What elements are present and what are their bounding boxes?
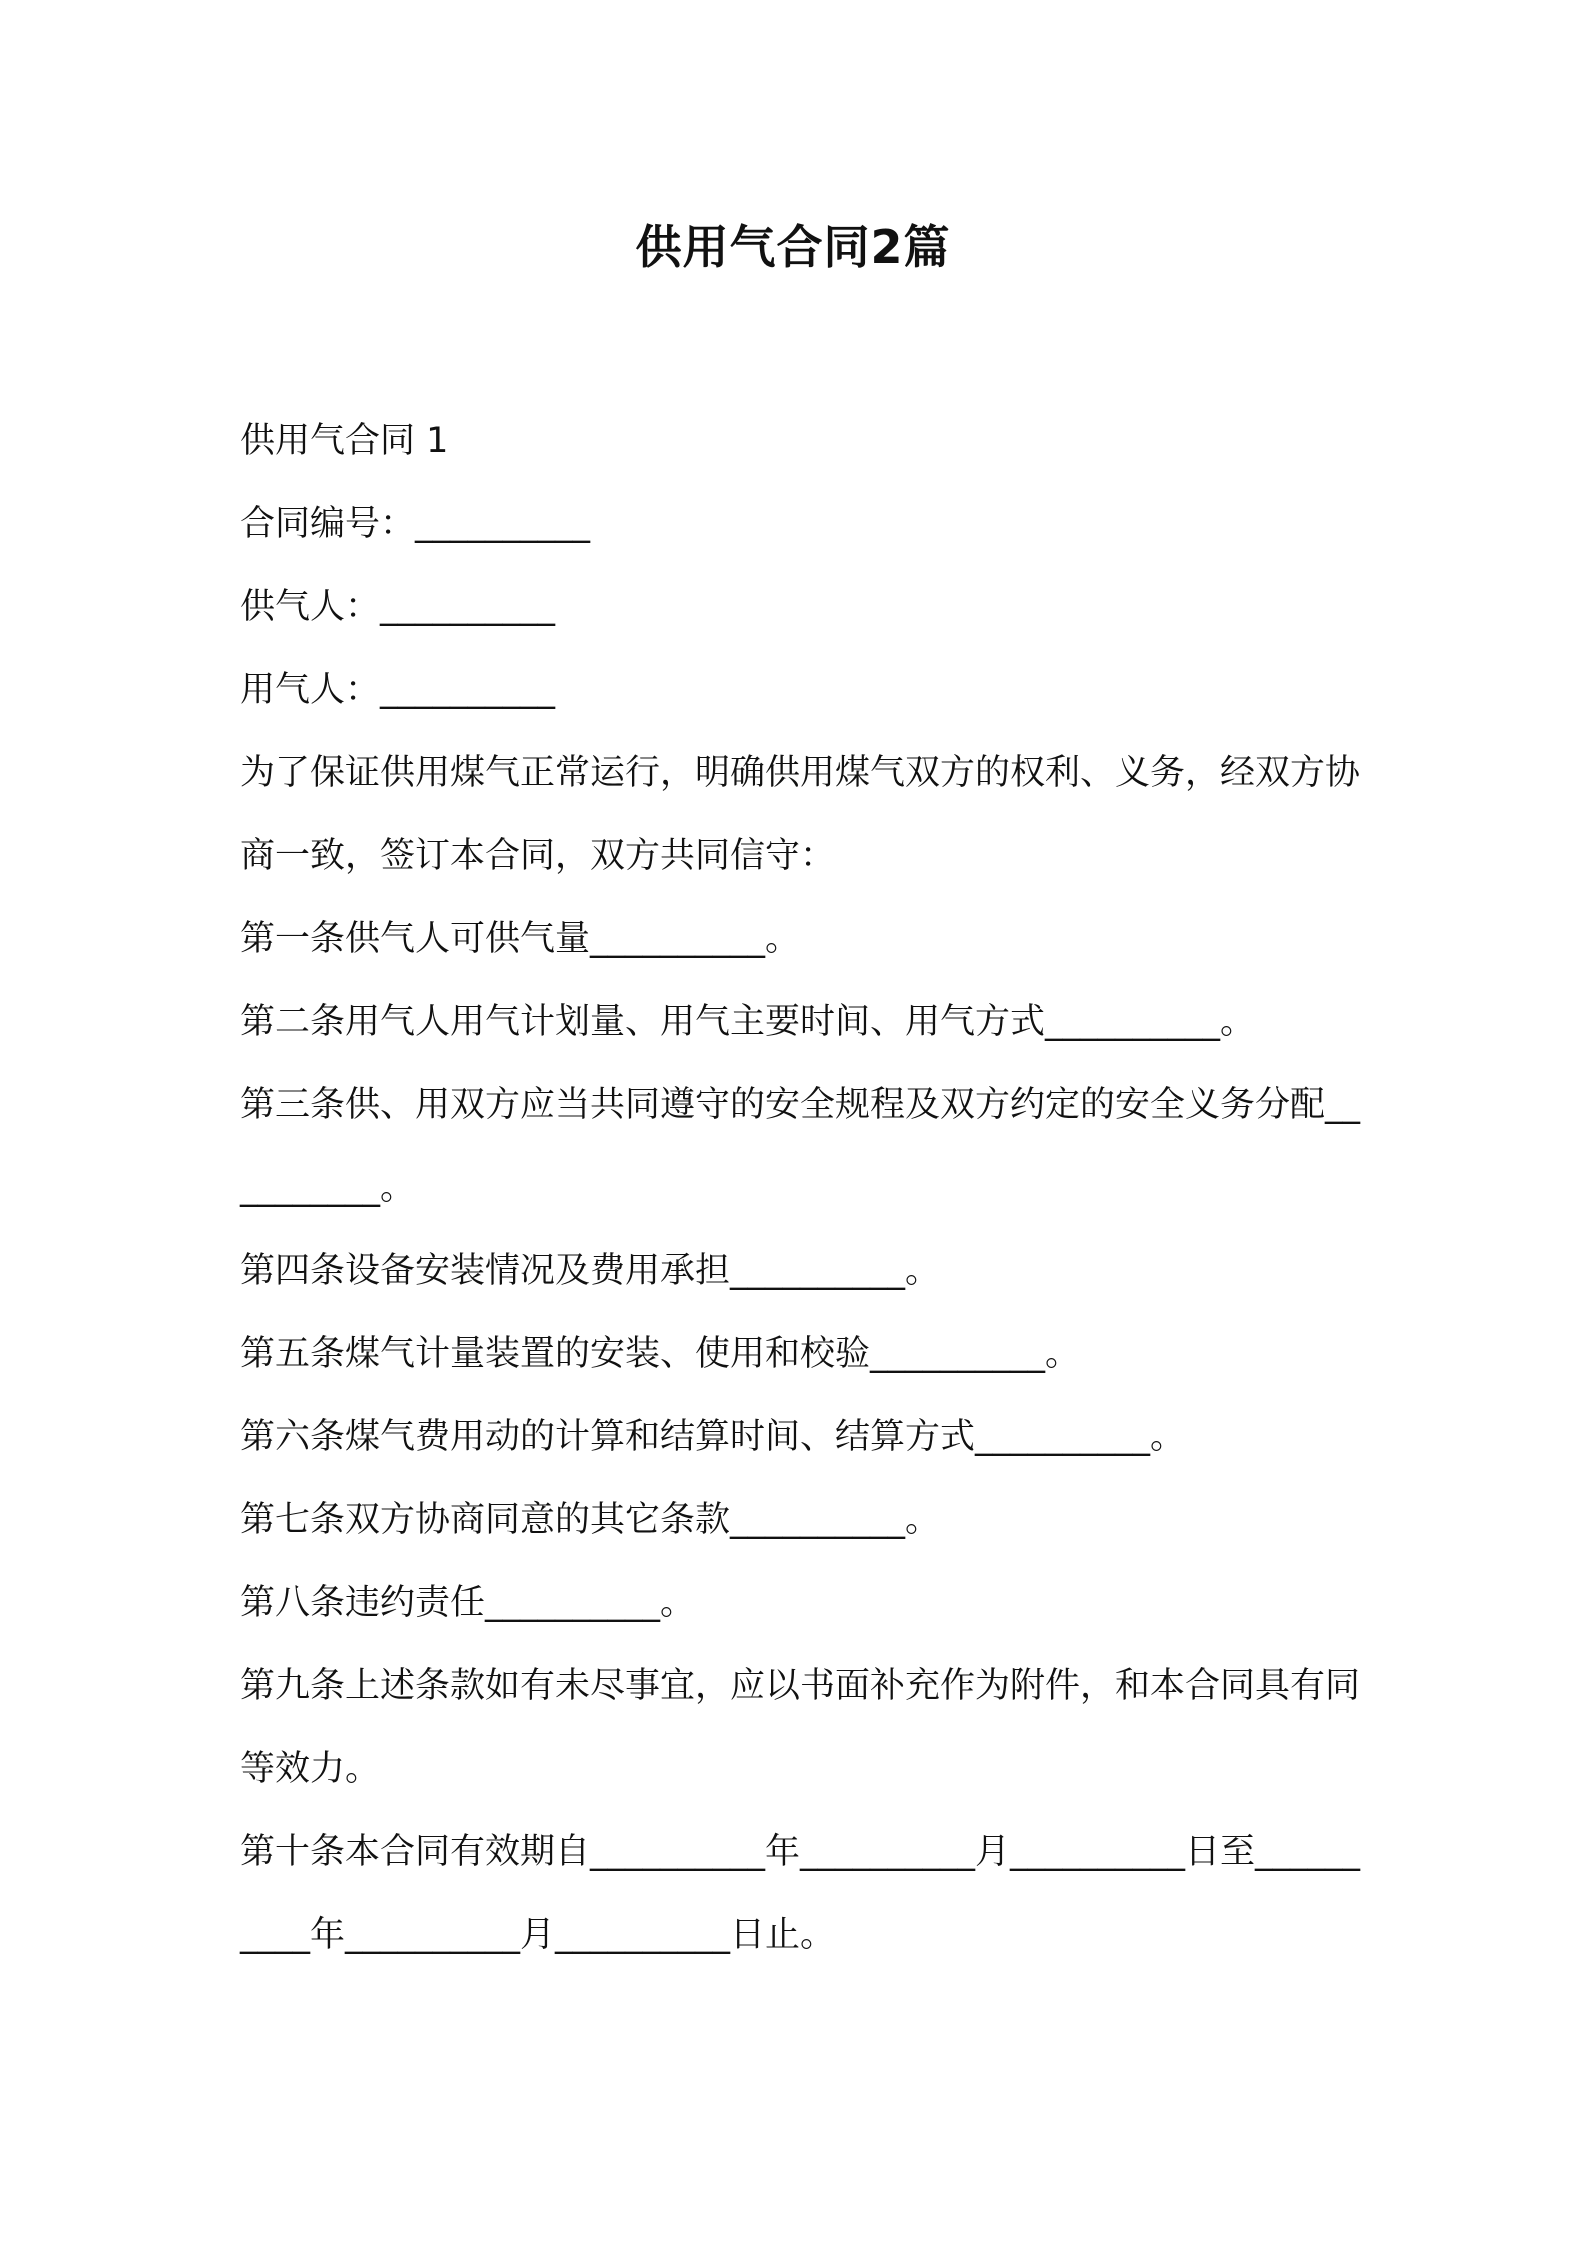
article-8: 第八条违约责任__________。 [240,1583,696,1623]
article-4: 第四条设备安装情况及费用承担__________。 [240,1251,941,1291]
preamble-paragraph: 为了保证供用煤气正常运行，明确供用煤气双方的权利、义务，经双方协商一致，签订本合同，双方共同信守： [240,753,1361,876]
article-5: 第五条煤气计量装置的安装、使用和校验__________。 [240,1334,1081,1374]
gas-supplier-line: 供气人：__________ [240,587,556,627]
contract-heading: 供用气合同 1 [240,421,449,461]
contract-number-line: 合同编号：__________ [240,504,591,544]
article-6: 第六条煤气费用动的计算和结算时间、结算方式__________。 [240,1417,1186,1457]
article-9: 第九条上述条款如有未尽事宜，应以书面补充作为附件，和本合同具有同等效力。 [240,1666,1361,1789]
article-10: 第十条本合同有效期自__________年__________月__________日至__________年__________月__________日止。 [240,1832,1361,1955]
article-3: 第三条供、用双方应当共同遵守的安全规程及双方约定的安全义务分配__________。 [240,1085,1361,1208]
gas-user-line: 用气人：__________ [240,670,556,710]
document-body [240,400,1360,1977]
article-1: 第一条供气人可供气量__________。 [240,919,801,959]
article-7: 第七条双方协商同意的其它条款__________。 [240,1500,941,1540]
document-title: 供用气合同2篇 [635,220,951,274]
article-2: 第二条用气人用气计划量、用气主要时间、用气方式__________。 [240,1002,1256,1042]
